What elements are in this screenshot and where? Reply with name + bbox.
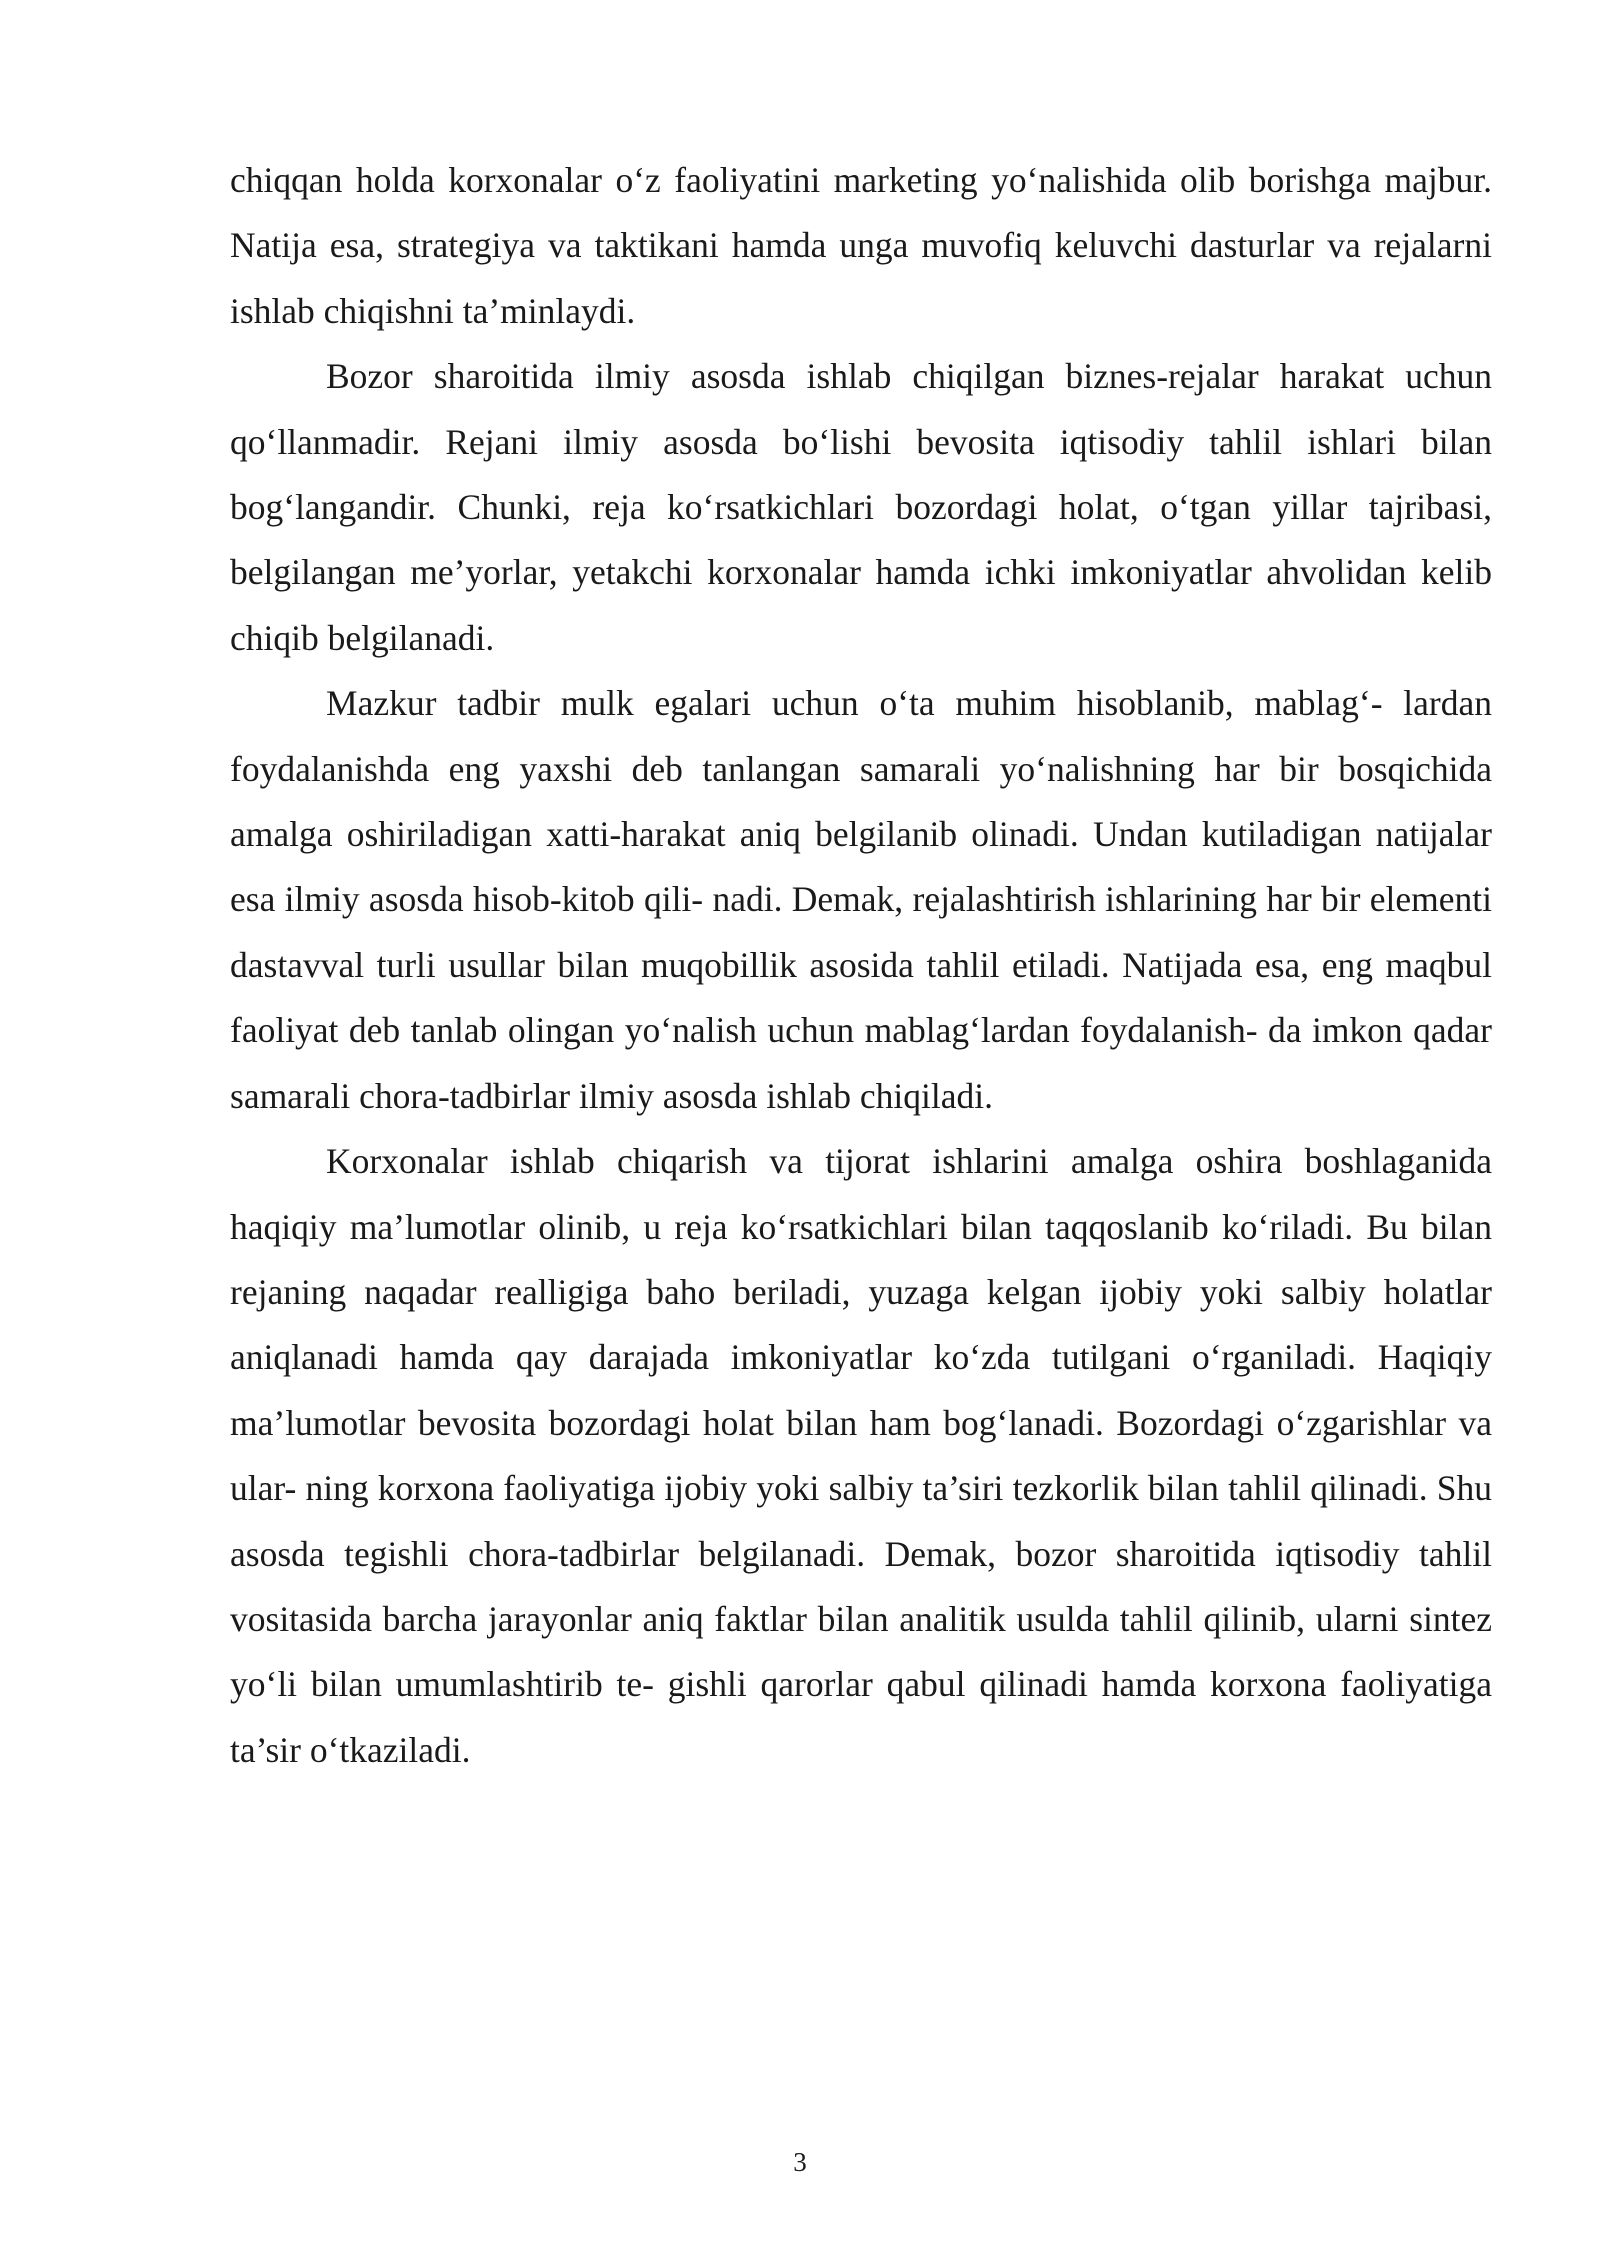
paragraph: Mazkur tadbir mulk egalari uchun o‘ta muhim hisoblanib, mablag‘- lardan foydalanishda eng yaxshi deb tanlangan samarali yo‘nalishning har bir bosqichida amalga oshiriladigan xatti-harakat aniq belgilanib olinadi. Undan kutiladigan natijalar esa ilmiy asosda hisob-kitob qili- nadi. Demak, rejalashtirish ishlarining har bir elementi dastavval turli usullar bilan muqobillik asosida tahlil etiladi. Natijada esa, eng maqbul faoliyat deb tanlab olingan yo‘nalish uchun mablag‘lardan foydalanish- da imkon qadar samarali chora-tadbirlar ilmiy asosda ishlab chiqiladi.	[230, 683, 1492, 1116]
page-number: 3	[793, 2147, 807, 2177]
paragraph-continuation: chiqqan holda korxonalar o‘z faoliyatini marketing yo‘nalishida olib borishga majbur. Natija esa, strategiya va taktikani hamda unga muvofiq keluvchi dasturlar va rejalarni ishlab chiqishni ta’minlaydi.	[230, 160, 1492, 331]
paragraph: Korxonalar ishlab chiqarish va tijorat ishlarini amalga oshira boshlaganida haqiqiy ma’lumotlar olinib, u reja ko‘rsatkichlari bilan taqqoslanib ko‘riladi. Bu bilan rejaning naqadar realligiga baho beriladi, yuzaga kelgan ijobiy yoki salbiy holatlar aniqlanadi hamda qay darajada imkoniyatlar ko‘zda tutilgani o‘rganiladi. Haqiqiy ma’lumotlar bevosita bozordagi holat bilan ham bog‘lanadi. Bozordagi o‘zgarishlar va ular- ning korxona faoliyatiga ijobiy yoki salbiy ta’siri tezkorlik bilan tahlil qilinadi. Shu asosda tegishli chora-tadbirlar belgilanadi. Demak, bozor sharoitida iqtisodiy tahlil vositasida barcha jarayonlar aniq faktlar bilan analitik usulda tahlil qilinib, ularni sintez yo‘li bilan umumlashtirib te- gishli qarorlar qabul qilinadi hamda korxona faoliyatiga ta’sir o‘tkaziladi.	[230, 1141, 1492, 1770]
body-text	[230, 148, 1492, 1783]
paragraph: Bozor sharoitida ilmiy asosda ishlab chiqilgan biznes-rejalar harakat uchun qo‘llanmadir. Rejani ilmiy asosda bo‘lishi bevosita iqtisodiy tahlil ishlari bilan bog‘langandir. Chunki, reja ko‘rsatkichlari bozordagi holat, o‘tgan yillar tajribasi, belgilangan me’yorlar, yetakchi korxonalar hamda ichki imkoniyatlar ahvolidan kelib chiqib belgilanadi.	[230, 356, 1492, 658]
